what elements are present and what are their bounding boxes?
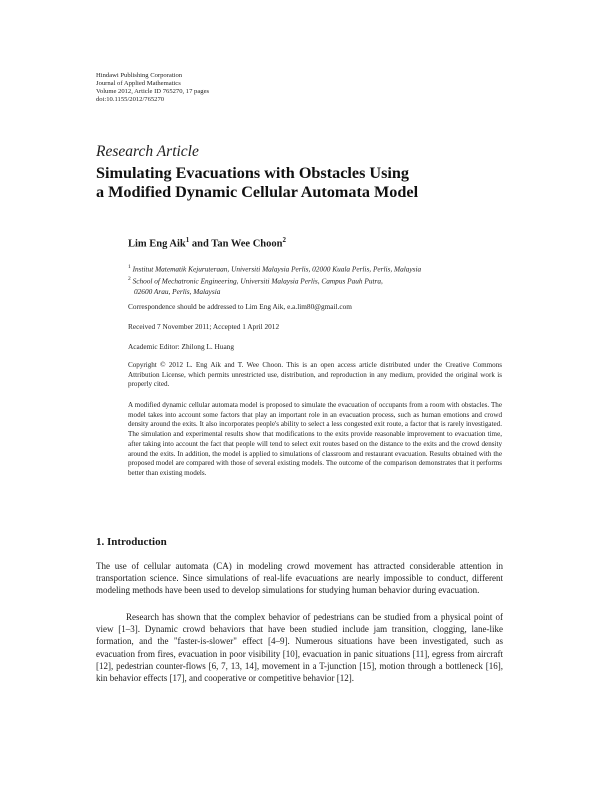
journal-name: Journal of Applied Mathematics	[96, 80, 181, 87]
article-type: Research Article	[96, 143, 199, 160]
intro-paragraph-2: Research has shown that the complex behavior of pedestrians can be studied from a physical point of view [1–3]. Dynamic crowd behaviors that have been studied include jam transition, clogging, lane-like formation, and the "faster-is-slower" effect [4–9]. Numerous situations have been investigated, such as evacuation from fires, evacuation in poor visibility [10], evacuation in panic situations [11], egress from aircraft [12], pedestrian counter-flows [6, 7, 13, 14], movement in a T-junction [15], motion through a bottleneck [16], kin behavior effects [17], and cooperative or competitive behavior [12].	[96, 612, 503, 684]
affiliation-2	[128, 274, 421, 286]
author-1-affil: 1	[185, 236, 190, 244]
academic-editor: Academic Editor: Zhilong L. Huang	[128, 342, 234, 351]
received-dates: Received 7 November 2011; Accepted 1 April 2012	[128, 322, 280, 331]
publisher-name: Hindawi Publishing Corporation	[96, 72, 183, 79]
intro-paragraph-1: The use of cellular automata (CA) in modeling crowd movement has attracted considerable attention in transportation science. Since simulations of real-life evacuations are nearly impossible to conduct, different modeling methods have been used to develop simulations for studying human behavior during evacuation.	[96, 561, 503, 596]
affiliation-2-marker: 2	[128, 276, 131, 283]
author-2: Tan Wee Choon	[211, 238, 283, 250]
affiliation-2-cont: 02600 Arau, Perlis, Malaysia	[134, 286, 221, 296]
section-heading: 1. Introduction	[96, 536, 167, 548]
author-2-affil: 2	[282, 236, 286, 244]
affiliation-2-text: School of Mechatronic Engineering, Universiti Malaysia Perlis, Campus Pauh Putra,	[132, 276, 383, 286]
title-line-1: Simulating Evacuations with Obstacles Using	[96, 164, 410, 182]
journal-header	[96, 72, 209, 104]
affiliation-1-marker: 1	[128, 264, 131, 270]
article-title	[96, 164, 516, 202]
copyright-notice: Copyright © 2012 L. Eng Aik and T. Wee Choon. This is an open access article distributed under the Creative Commons Attribution License, which permits unrestricted use, distribution, and reproduction in any medium, provided the original work is properly cited.	[128, 361, 502, 389]
title-line-2: a Modified Dynamic Cellular Automata Model	[96, 183, 419, 201]
doi: doi:10.1155/2012/765270	[96, 96, 165, 103]
volume-info: Volume 2012, Article ID 765270, 17 pages	[96, 88, 210, 95]
author-list	[128, 236, 286, 250]
correspondence: Correspondence should be addressed to Lim Eng Aik, e.a.lim80@gmail.com	[128, 302, 352, 311]
abstract: A modified dynamic cellular automata model is proposed to simulate the evacuation of occupants from a room with obstacles. The model takes into account some factors that play an important role in an evacuation process, such as human emotions and crowd density around the exits. It also incorporates people's ability to select a less congested exit route, a factor that is rarely investigated. The simulation and experimental results show that modifications to the exits provide reasonable improvement to evacuation time, after taking into account the fact that people will tend to select exit routes based on the distance to the exits and the crowd density around the exits. In addition, the model is applied to simulations of classroom and restaurant evacuation. Results obtained with the proposed model are compared with those of several existing models. The outcome of the comparison demonstrates that it performs better than existing models.	[128, 401, 502, 477]
author-1: Lim Eng Aik	[128, 238, 186, 250]
affiliation-1	[128, 262, 421, 274]
author-conjunction: and	[191, 238, 209, 250]
affiliation-1-text: Institut Matematik Kejuruteraan, Universiti Malaysia Perlis, 02000 Kuala Perlis, Perlis, Malaysia	[132, 264, 422, 274]
affiliations	[128, 262, 421, 297]
